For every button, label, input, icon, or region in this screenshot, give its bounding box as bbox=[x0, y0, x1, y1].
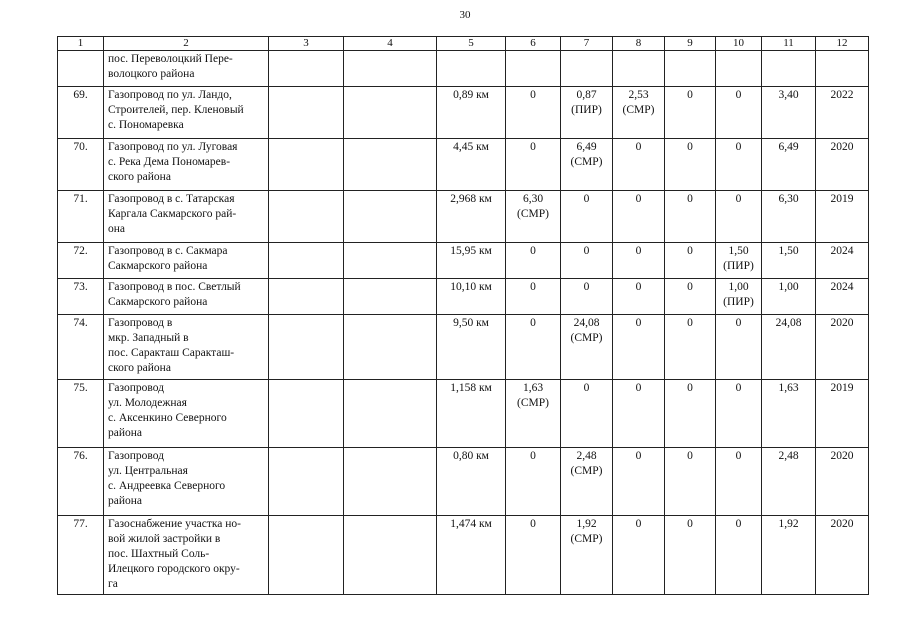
value-cell-col-5: 10,10 км bbox=[437, 279, 506, 315]
value-cell-col-10 bbox=[716, 51, 762, 87]
value-cell-col-8: 0 bbox=[613, 139, 665, 191]
value-cell-col-6: 0 bbox=[506, 139, 561, 191]
value-cell-col-11: 1,92 bbox=[762, 516, 816, 595]
column-number-10: 10 bbox=[716, 37, 762, 51]
value-cell-col-3 bbox=[269, 51, 344, 87]
value-cell-col-4 bbox=[344, 448, 437, 516]
object-name-cell: Газопровод в пос. Светлый Сакмарского района bbox=[104, 279, 269, 315]
object-name-cell: Газопровод в с. Татарская Каргала Сакмарского рай- она bbox=[104, 191, 269, 243]
value-cell-col-12: 2020 bbox=[816, 516, 869, 595]
value-cell-col-10: 0 bbox=[716, 139, 762, 191]
value-cell-col-6: 1,63 (СМР) bbox=[506, 380, 561, 448]
value-cell-col-9: 0 bbox=[665, 279, 716, 315]
column-number-row bbox=[58, 37, 869, 51]
value-cell-col-5: 0,89 км bbox=[437, 87, 506, 139]
value-cell-col-7: 0 bbox=[561, 279, 613, 315]
value-cell-col-6: 0 bbox=[506, 243, 561, 279]
value-cell-col-9: 0 bbox=[665, 191, 716, 243]
value-cell-col-9: 0 bbox=[665, 87, 716, 139]
value-cell-col-5: 0,80 км bbox=[437, 448, 506, 516]
row-number-cell: 77. bbox=[58, 516, 104, 595]
value-cell-col-7: 0,87 (ПИР) bbox=[561, 87, 613, 139]
object-name-cell: Газопровод в мкр. Западный в пос. Саракташ Саракташ- ского района bbox=[104, 315, 269, 380]
value-cell-col-3 bbox=[269, 315, 344, 380]
value-cell-col-12: 2020 bbox=[816, 448, 869, 516]
value-cell-col-8: 0 bbox=[613, 279, 665, 315]
table-row bbox=[58, 51, 869, 87]
value-cell-col-10: 0 bbox=[716, 516, 762, 595]
value-cell-col-10: 1,50 (ПИР) bbox=[716, 243, 762, 279]
table-row bbox=[58, 315, 869, 380]
row-number-cell bbox=[58, 51, 104, 87]
column-number-5: 5 bbox=[437, 37, 506, 51]
value-cell-col-4 bbox=[344, 279, 437, 315]
value-cell-col-4 bbox=[344, 191, 437, 243]
value-cell-col-3 bbox=[269, 516, 344, 595]
row-number-cell: 75. bbox=[58, 380, 104, 448]
value-cell-col-7: 24,08 (СМР) bbox=[561, 315, 613, 380]
row-number-cell: 74. bbox=[58, 315, 104, 380]
value-cell-col-12: 2020 bbox=[816, 315, 869, 380]
value-cell-col-12 bbox=[816, 51, 869, 87]
value-cell-col-8: 2,53 (СМР) bbox=[613, 87, 665, 139]
value-cell-col-8: 0 bbox=[613, 243, 665, 279]
value-cell-col-7: 0 bbox=[561, 191, 613, 243]
value-cell-col-12: 2020 bbox=[816, 139, 869, 191]
value-cell-col-5: 2,968 км bbox=[437, 191, 506, 243]
table-row bbox=[58, 243, 869, 279]
column-number-12: 12 bbox=[816, 37, 869, 51]
row-number-cell: 70. bbox=[58, 139, 104, 191]
value-cell-col-11: 2,48 bbox=[762, 448, 816, 516]
row-number-cell: 76. bbox=[58, 448, 104, 516]
value-cell-col-4 bbox=[344, 139, 437, 191]
value-cell-col-9: 0 bbox=[665, 139, 716, 191]
value-cell-col-3 bbox=[269, 243, 344, 279]
value-cell-col-7: 1,92 (СМР) bbox=[561, 516, 613, 595]
value-cell-col-10: 0 bbox=[716, 448, 762, 516]
value-cell-col-6: 0 bbox=[506, 279, 561, 315]
value-cell-col-5: 1,158 км bbox=[437, 380, 506, 448]
table-row bbox=[58, 279, 869, 315]
value-cell-col-4 bbox=[344, 516, 437, 595]
object-name-cell: Газопровод ул. Центральная с. Андреевка Северного района bbox=[104, 448, 269, 516]
value-cell-col-11: 3,40 bbox=[762, 87, 816, 139]
value-cell-col-4 bbox=[344, 51, 437, 87]
column-number-4: 4 bbox=[344, 37, 437, 51]
table-row bbox=[58, 516, 869, 595]
value-cell-col-4 bbox=[344, 380, 437, 448]
value-cell-col-12: 2022 bbox=[816, 87, 869, 139]
value-cell-col-7: 0 bbox=[561, 243, 613, 279]
value-cell-col-5 bbox=[437, 51, 506, 87]
program-table bbox=[57, 36, 869, 595]
value-cell-col-9: 0 bbox=[665, 380, 716, 448]
value-cell-col-11 bbox=[762, 51, 816, 87]
value-cell-col-7 bbox=[561, 51, 613, 87]
value-cell-col-7: 2,48 (СМР) bbox=[561, 448, 613, 516]
value-cell-col-9: 0 bbox=[665, 315, 716, 380]
value-cell-col-12: 2019 bbox=[816, 380, 869, 448]
table-row bbox=[58, 191, 869, 243]
column-number-3: 3 bbox=[269, 37, 344, 51]
value-cell-col-8: 0 bbox=[613, 448, 665, 516]
object-name-cell: Газопровод по ул. Ландо, Строителей, пер. Кленовый с. Пономаревка bbox=[104, 87, 269, 139]
value-cell-col-10: 0 bbox=[716, 191, 762, 243]
value-cell-col-3 bbox=[269, 448, 344, 516]
page-number: 30 bbox=[459, 9, 471, 21]
value-cell-col-3 bbox=[269, 279, 344, 315]
value-cell-col-10: 0 bbox=[716, 380, 762, 448]
value-cell-col-5: 4,45 км bbox=[437, 139, 506, 191]
value-cell-col-8: 0 bbox=[613, 380, 665, 448]
column-number-9: 9 bbox=[665, 37, 716, 51]
value-cell-col-11: 1,00 bbox=[762, 279, 816, 315]
value-cell-col-9: 0 bbox=[665, 448, 716, 516]
value-cell-col-8: 0 bbox=[613, 516, 665, 595]
object-name-cell: Газоснабжение участка но- вой жилой застройки в пос. Шахтный Соль- Илецкого городского окру- га bbox=[104, 516, 269, 595]
value-cell-col-11: 24,08 bbox=[762, 315, 816, 380]
column-number-11: 11 bbox=[762, 37, 816, 51]
value-cell-col-6: 6,30 (СМР) bbox=[506, 191, 561, 243]
row-number-cell: 73. bbox=[58, 279, 104, 315]
value-cell-col-9: 0 bbox=[665, 243, 716, 279]
object-name-cell: Газопровод в с. Сакмара Сакмарского района bbox=[104, 243, 269, 279]
value-cell-col-5: 1,474 км bbox=[437, 516, 506, 595]
value-cell-col-9: 0 bbox=[665, 516, 716, 595]
table-row bbox=[58, 380, 869, 448]
value-cell-col-8: 0 bbox=[613, 315, 665, 380]
column-number-8: 8 bbox=[613, 37, 665, 51]
value-cell-col-3 bbox=[269, 87, 344, 139]
object-name-cell: Газопровод ул. Молодежная с. Аксенкино Северного района bbox=[104, 380, 269, 448]
object-name-cell: Газопровод по ул. Луговая с. Река Дема Пономарев- ского района bbox=[104, 139, 269, 191]
row-number-cell: 71. bbox=[58, 191, 104, 243]
value-cell-col-6: 0 bbox=[506, 87, 561, 139]
value-cell-col-9 bbox=[665, 51, 716, 87]
value-cell-col-6: 0 bbox=[506, 315, 561, 380]
value-cell-col-10: 0 bbox=[716, 315, 762, 380]
column-number-7: 7 bbox=[561, 37, 613, 51]
column-number-2: 2 bbox=[104, 37, 269, 51]
table-row bbox=[58, 448, 869, 516]
value-cell-col-12: 2019 bbox=[816, 191, 869, 243]
value-cell-col-6: 0 bbox=[506, 516, 561, 595]
value-cell-col-4 bbox=[344, 243, 437, 279]
value-cell-col-6 bbox=[506, 51, 561, 87]
value-cell-col-3 bbox=[269, 139, 344, 191]
value-cell-col-3 bbox=[269, 380, 344, 448]
value-cell-col-8: 0 bbox=[613, 191, 665, 243]
value-cell-col-11: 6,49 bbox=[762, 139, 816, 191]
value-cell-col-4 bbox=[344, 87, 437, 139]
value-cell-col-10: 1,00 (ПИР) bbox=[716, 279, 762, 315]
value-cell-col-5: 9,50 км bbox=[437, 315, 506, 380]
column-number-1: 1 bbox=[58, 37, 104, 51]
row-number-cell: 69. bbox=[58, 87, 104, 139]
value-cell-col-5: 15,95 км bbox=[437, 243, 506, 279]
value-cell-col-11: 1,63 bbox=[762, 380, 816, 448]
object-name-cell: пос. Переволоцкий Пере- волоцкого района bbox=[104, 51, 269, 87]
value-cell-col-3 bbox=[269, 191, 344, 243]
table-row bbox=[58, 139, 869, 191]
column-number-6: 6 bbox=[506, 37, 561, 51]
value-cell-col-7: 6,49 (СМР) bbox=[561, 139, 613, 191]
value-cell-col-11: 6,30 bbox=[762, 191, 816, 243]
value-cell-col-6: 0 bbox=[506, 448, 561, 516]
table-row bbox=[58, 87, 869, 139]
value-cell-col-11: 1,50 bbox=[762, 243, 816, 279]
value-cell-col-8 bbox=[613, 51, 665, 87]
value-cell-col-4 bbox=[344, 315, 437, 380]
value-cell-col-12: 2024 bbox=[816, 279, 869, 315]
row-number-cell: 72. bbox=[58, 243, 104, 279]
value-cell-col-10: 0 bbox=[716, 87, 762, 139]
value-cell-col-12: 2024 bbox=[816, 243, 869, 279]
value-cell-col-7: 0 bbox=[561, 380, 613, 448]
